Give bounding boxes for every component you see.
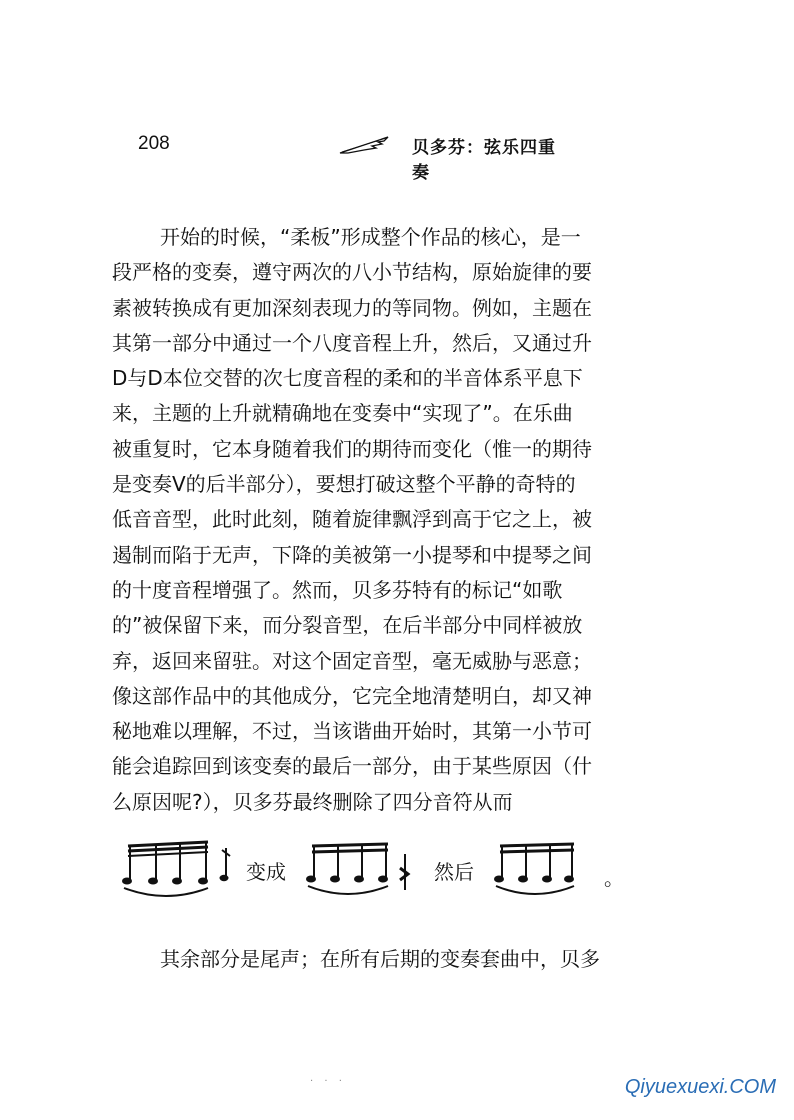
text-line: 的十度音程增强了。然而，贝多芬特有的标记“如歌 [112,577,563,602]
text-line: 素被转换成有更加深刻表现力的等同物。例如，主题在 [112,295,592,320]
text-line: 段严格的变奏，遵守两次的八小节结构，原始旋律的要 [112,260,592,285]
music-notation-example [116,834,676,904]
quill-pen-icon [338,131,390,157]
text-line: 被重复时，它本身随着我们的期待而变化（惟一的期待 [112,436,592,461]
page-number: 208 [138,133,170,154]
notation-figure-1-icon [118,834,238,904]
notation-figure-3-icon [490,834,590,904]
site-watermark: Qiyuexuexi.COM [624,1076,776,1098]
label-then: 然后 [434,860,474,884]
text-line: 低音音型，此时此刻，随着旋律飘浮到高于它之上，被 [112,507,592,532]
text-line: 像这部作品中的其他成分，它完全地清楚明白，却又神 [112,683,592,708]
text-line: 是变奏V的后半部分），要想打破这整个平静的奇特的 [112,472,576,497]
footer-dots: · · · [310,1076,346,1087]
text-line: D与D本位交替的次七度音程的柔和的半音体系平息下 [112,366,583,391]
book-title: 贝多芬：弦乐四重奏 [412,138,556,183]
text-line: 其第一部分中通过一个八度音程上升，然后，又通过升 [112,330,592,355]
closing-line: 其余部分是尾声；在所有后期的变奏套曲中，贝多 [160,947,600,971]
text-line: 来，主题的上升就精确地在变奏中“实现了”。在乐曲 [112,401,573,426]
notation-figure-2-icon [302,834,422,904]
text-line: 开始的时候，“柔板”形成整个作品的核心，是一 [160,225,581,249]
text-line: 能会追踪回到该变奏的最后一部分，由于某些原因（什 [112,754,592,779]
text-line: 弃，返回来留驻。对这个固定音型，毫无威胁与恶意； [112,648,592,673]
label-becomes: 变成 [246,860,286,884]
text-line: 的”被保留下来，而分裂音型，在后半部分中同样被放 [112,613,583,638]
text-line: 秘地难以理解，不过，当该谐曲开始时，其第一小节可 [112,719,592,744]
page-header [138,131,558,183]
text-line: 么原因呢?），贝多芬最终删除了四分音符从而 [112,789,513,814]
end-mark: 。 [604,866,624,890]
text-line: 遏制而陷于无声，下降的美被第一小提琴和中提琴之间 [112,542,592,567]
body-paragraph [112,220,672,820]
